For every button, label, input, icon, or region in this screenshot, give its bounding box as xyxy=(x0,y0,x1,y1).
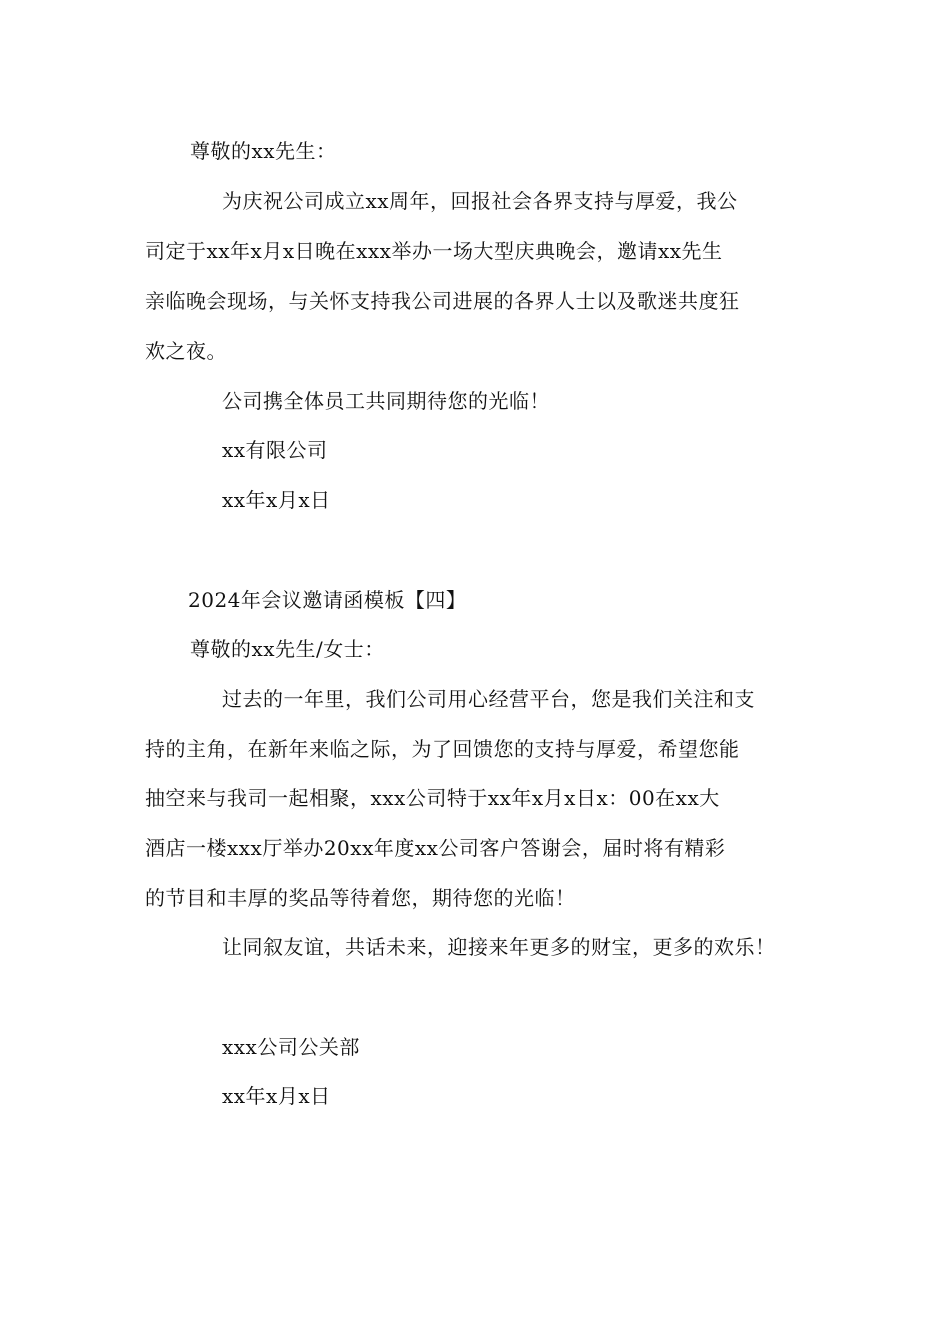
letter2-greeting: 尊敬的xx先生/女士： xyxy=(190,637,385,661)
letter1-body-line-3: 亲临晚会现场，与关怀支持我公司进展的各界人士以及歌迷共度狂 xyxy=(145,289,740,313)
letter1-body-line-4: 欢之夜。 xyxy=(145,339,227,363)
letter1-greeting: 尊敬的xx先生： xyxy=(190,139,337,163)
letter2-body-line-4: 酒店一楼xxx厅举办20xx年度xx公司客户答谢会，届时将有精彩 xyxy=(145,836,726,860)
letter1-date: xx年x月x日 xyxy=(222,488,331,512)
letter2-body-line-2: 持的主角，在新年来临之际，为了回馈您的支持与厚爱，希望您能 xyxy=(145,737,740,761)
letter2-title: 2024年会议邀请函模板【四】 xyxy=(188,588,467,612)
letter1-signature: xx有限公司 xyxy=(222,438,328,462)
letter1-body-line-1: 为庆祝公司成立xx周年，回报社会各界支持与厚爱，我公 xyxy=(222,189,738,213)
letter2-body-line-3: 抽空来与我司一起相聚，xxx公司特于xx年x月x日x：00在xx大 xyxy=(145,786,720,810)
letter2-body-line-5: 的节目和丰厚的奖品等待着您，期待您的光临！ xyxy=(145,886,576,910)
letter2-signature: xxx公司公关部 xyxy=(222,1035,360,1059)
letter2-date: xx年x月x日 xyxy=(222,1084,331,1108)
letter2-closing: 让同叙友谊，共话未来，迎接来年更多的财宝，更多的欢乐！ xyxy=(222,935,776,959)
letter1-body-line-2: 司定于xx年x月x日晚在xxx举办一场大型庆典晚会，邀请xx先生 xyxy=(145,239,723,263)
letter2-body-line-1: 过去的一年里，我们公司用心经营平台，您是我们关注和支 xyxy=(222,687,755,711)
letter1-closing: 公司携全体员工共同期待您的光临！ xyxy=(222,389,550,413)
